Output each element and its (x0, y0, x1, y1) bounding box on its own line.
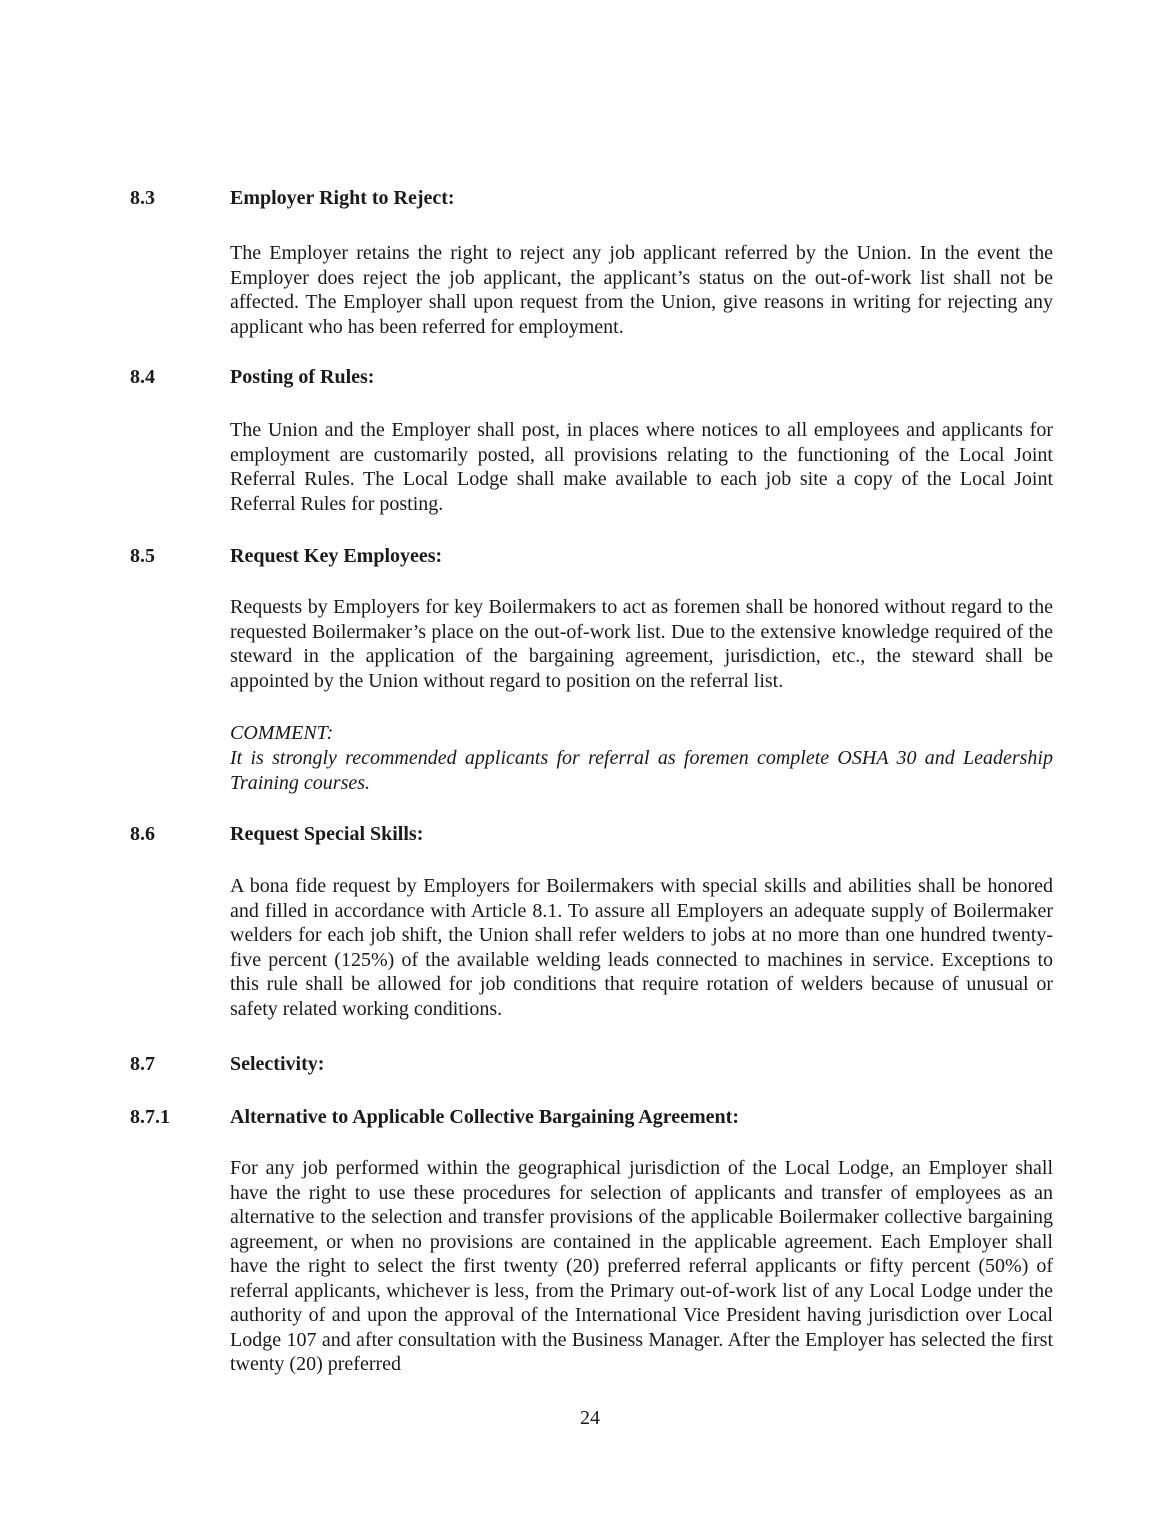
section-body: The Union and the Employer shall post, in places where notices to all employees and applicants for employment are customarily posted, all provisions relating to the functioning of the Local Joint Referral Rules. The Local Lodge shall make available to each job site a copy of the Local Joint Referral Rules for posting. (230, 419, 1053, 515)
section-heading: Posting of Rules: (230, 366, 375, 388)
section-heading: Request Key Employees: (230, 545, 443, 567)
section-number: 8.3 (130, 187, 155, 209)
page-number: 24 (580, 1407, 600, 1429)
section-heading: Request Special Skills: (230, 823, 424, 845)
section-body: A bona fide request by Employers for Boilermakers with special skills and abilities shall be honored and filled in accordance with Article 8.1. To assure all Employers an adequate supply of Boilermaker welders for each job shift, the Union shall refer welders to jobs at no more than one hundred twenty-five percent (125%) of the available welding leads connected to machines in service. Exceptions to this rule shall be allowed for job conditions that require rotation of welders because of unusual or safety related working conditions. (230, 875, 1053, 1020)
section-heading: Selectivity: (230, 1053, 325, 1075)
section-number: 8.5 (130, 545, 155, 567)
comment-text: It is strongly recommended applicants for referral as foremen complete OSHA 30 and Leadership Training courses. (230, 747, 1053, 794)
section-number: 8.4 (130, 366, 155, 388)
section-number: 8.6 (130, 823, 155, 845)
section-heading: Alternative to Applicable Collective Bargaining Agreement: (230, 1106, 739, 1128)
section-body: The Employer retains the right to reject any job applicant referred by the Union. In the event the Employer does reject the job applicant, the applicant’s status on the out-of-work list shall not be affected. The Employer shall upon request from the Union, give reasons in writing for rejecting any applicant who has been referred for employment. (230, 242, 1053, 338)
comment-label: COMMENT: (230, 722, 334, 744)
section-number: 8.7 (130, 1053, 155, 1075)
section-number: 8.7.1 (130, 1106, 170, 1128)
section-heading: Employer Right to Reject: (230, 187, 455, 209)
section-body: Requests by Employers for key Boilermakers to act as foremen shall be honored without regard to the requested Boilermaker’s place on the out-of-work list. Due to the extensive knowledge required of the steward in the application of the bargaining agreement, jurisdiction, etc., the steward shall be appointed by the Union without regard to position on the referral list. (230, 596, 1053, 692)
section-body: For any job performed within the geographical jurisdiction of the Local Lodge, an Employer shall have the right to use these procedures for selection of applicants and transfer of employees as an alternative to the selection and transfer provisions of the applicable Boilermaker collective bargaining agreement, or when no provisions are contained in the applicable agreement. Each Employer shall have the right to select the first twenty (20) preferred referral applicants or fifty percent (50%) of referral applicants, whichever is less, from the Primary out-of-work list of any Local Lodge under the authority of and upon the approval of the International Vice President having jurisdiction over Local Lodge 107 and after consultation with the Business Manager. After the Employer has selected the first twenty (20) preferred (230, 1157, 1053, 1375)
